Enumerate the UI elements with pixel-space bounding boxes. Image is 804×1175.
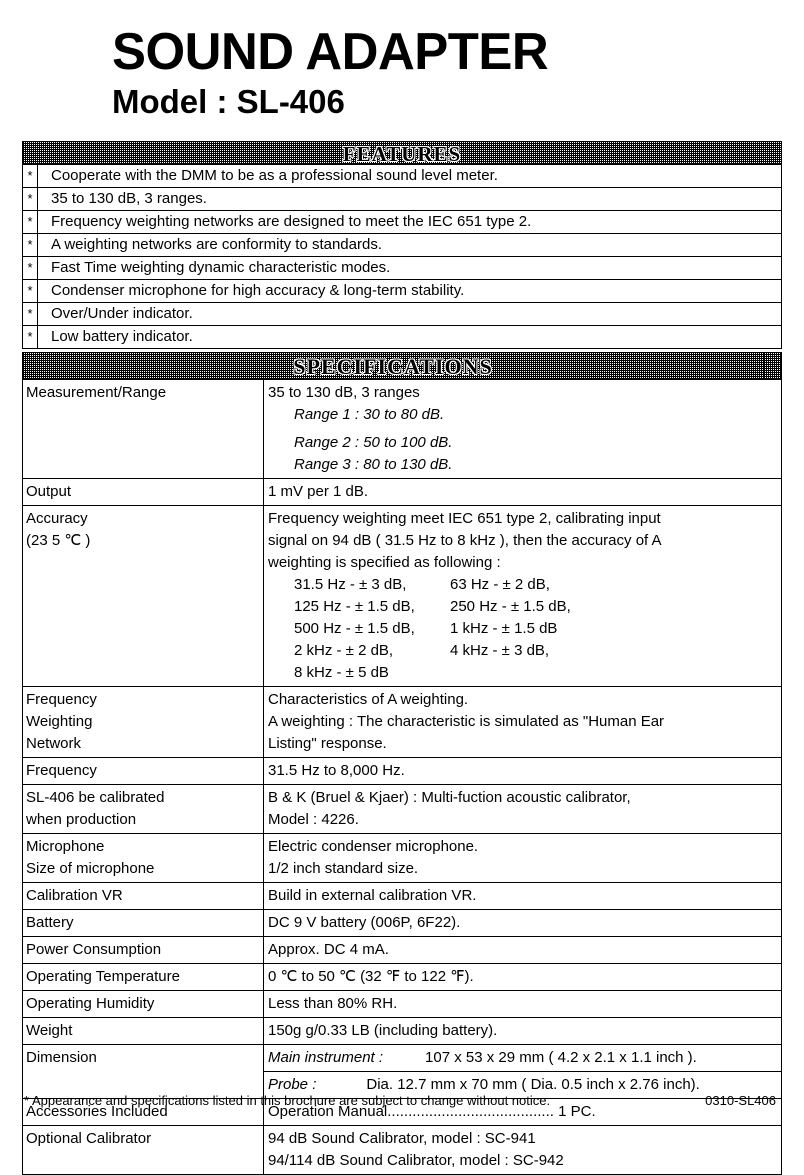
- title-block: [0, 0, 804, 122]
- microphone-label-line-2: Size of microphone: [26, 860, 155, 877]
- spec-value: 1 mV per 1 dB.: [268, 483, 369, 500]
- optional-calibrator-line-1: 94 dB Sound Calibrator, model : SC-941: [268, 1130, 536, 1147]
- accuracy-pair-row: [268, 574, 781, 596]
- accuracy-pair-left: 2 kHz - ± 2 dB,: [294, 642, 394, 659]
- spec-label: Operating Temperature: [23, 964, 264, 990]
- feature-text: Frequency weighting networks are designed to meet the IEC 651 type 2.: [51, 213, 532, 230]
- spec-label: Measurement/Range: [23, 380, 264, 478]
- spec-label: Operating Humidity: [23, 991, 264, 1017]
- bullet-asterisk-icon: *: [23, 303, 38, 325]
- accuracy-pair-left: 500 Hz - ± 1.5 dB,: [294, 620, 415, 637]
- spec-value: [264, 506, 781, 686]
- measurement-range-3: Range 3 : 80 to 130 dB.: [294, 456, 453, 473]
- feature-item: [23, 210, 781, 233]
- accuracy-pair-row: [268, 640, 781, 662]
- footer-document-code: 0310-SL406: [705, 1093, 776, 1108]
- measurement-range-1: Range 1 : 30 to 80 dB.: [294, 406, 445, 423]
- bullet-asterisk-icon: *: [23, 211, 38, 233]
- spec-value: [264, 687, 781, 757]
- accuracy-pair-row: [268, 596, 781, 618]
- spec-label: Accessories Included: [23, 1099, 264, 1125]
- feature-text: Over/Under indicator.: [51, 305, 193, 322]
- measurement-range-2: Range 2 : 50 to 100 dB.: [294, 434, 453, 451]
- microphone-line-2: 1/2 inch standard size.: [268, 860, 419, 877]
- accuracy-pair-row: [268, 618, 781, 640]
- accuracy-pair-right: 4 kHz - ± 3 dB,: [450, 642, 550, 659]
- spec-row-frequency-weighting-network: [23, 686, 781, 757]
- spec-label: Frequency: [23, 758, 264, 784]
- spec-row-microphone: [23, 833, 781, 882]
- dimension-main-label: Main instrument :: [268, 1049, 384, 1066]
- spec-row-battery: [23, 909, 781, 936]
- spec-row-output: [23, 478, 781, 505]
- feature-item: [23, 302, 781, 325]
- specifications-header-tail-cell: [764, 353, 781, 379]
- spec-label: Output: [23, 479, 264, 505]
- accuracy-line-2: signal on 94 dB ( 31.5 Hz to 8 kHz ), then the accuracy of A: [268, 532, 662, 549]
- spec-label: Weight: [23, 1018, 264, 1044]
- page-title: SOUND ADAPTER: [112, 23, 549, 81]
- feature-item: [23, 325, 781, 348]
- dimension-main-cell: [264, 1045, 781, 1071]
- spec-row-operating-temperature: [23, 963, 781, 990]
- footer: [24, 1092, 784, 1110]
- weighting-line-2: A weighting : The characteristic is simulated as "Human Ear: [268, 713, 665, 730]
- feature-text: Fast Time weighting dynamic characteristic modes.: [51, 259, 391, 276]
- feature-text: Cooperate with the DMM to be as a professional sound level meter.: [51, 167, 498, 184]
- dimension-probe-value: Dia. 12.7 mm x 70 mm ( Dia. 0.5 inch x 2.76 inch).: [366, 1076, 700, 1093]
- accuracy-label-line-2: (23 5 ℃ ): [26, 532, 91, 549]
- feature-item: [23, 164, 781, 187]
- bullet-asterisk-icon: *: [23, 234, 38, 256]
- specifications-table: [22, 352, 782, 1175]
- calibrated-line-1: B & K (Bruel & Kjaer) : Multi-fuction acoustic calibrator,: [268, 789, 631, 806]
- spec-value: 0 ℃ to 50 ℃ (32 ℉ to 122 ℉).: [268, 968, 474, 985]
- weighting-line-3: Listing" response.: [268, 735, 387, 752]
- calibrated-label-line-2: when production: [26, 811, 137, 828]
- calibrated-line-2: Model : 4226.: [268, 811, 359, 828]
- spec-value: [264, 834, 781, 882]
- spec-label: [23, 687, 264, 757]
- spec-value: [264, 380, 781, 478]
- spec-label: Optional Calibrator: [23, 1126, 264, 1174]
- spec-label: Battery: [23, 910, 264, 936]
- spec-row-operating-humidity: [23, 990, 781, 1017]
- microphone-line-1: Electric condenser microphone.: [268, 838, 479, 855]
- microphone-label-line-1: Microphone: [26, 838, 105, 855]
- features-table: [22, 141, 782, 349]
- accuracy-pair-right: 1 kHz - ± 1.5 dB: [450, 620, 558, 637]
- spec-label: [23, 785, 264, 833]
- spec-row-weight: [23, 1017, 781, 1044]
- spec-value: Build in external calibration VR.: [268, 887, 477, 904]
- feature-item: [23, 187, 781, 210]
- weighting-line-1: Characteristics of A weighting.: [268, 691, 469, 708]
- accuracy-line-3: weighting is specified as following :: [268, 554, 501, 571]
- spec-value: DC 9 V battery (006P, 6F22).: [268, 914, 461, 931]
- spec-row-accuracy: [23, 505, 781, 686]
- accuracy-pair-right: [450, 662, 781, 684]
- bullet-asterisk-icon: *: [23, 165, 38, 187]
- spec-label: Calibration VR: [23, 883, 264, 909]
- calibrated-label-line-1: SL-406 be calibrated: [26, 789, 165, 806]
- measurement-line: 35 to 130 dB, 3 ranges: [268, 384, 420, 401]
- spec-value: 150g g/0.33 LB (including battery).: [268, 1022, 498, 1039]
- spec-value: [264, 1126, 781, 1174]
- accuracy-pair-left: 8 kHz - ± 5 dB: [294, 664, 389, 681]
- feature-text: Condenser microphone for high accuracy & long-term stability.: [51, 282, 465, 299]
- dimension-probe-label: Probe :: [268, 1076, 317, 1093]
- accuracy-pair-left: 125 Hz - ± 1.5 dB,: [294, 598, 415, 615]
- specifications-header-cell: [23, 353, 764, 379]
- footer-disclaimer: * Appearance and specifications listed in this brochure are subject to change without notice.: [24, 1093, 551, 1108]
- dimension-main-value: 107 x 53 x 29 mm ( 4.2 x 2.1 x 1.1 inch ).: [425, 1049, 697, 1066]
- feature-item: [23, 233, 781, 256]
- specifications-header-label: SPECIFICATIONS: [293, 354, 493, 379]
- features-header-row: [23, 142, 781, 164]
- spec-row-measurement-range: [23, 379, 781, 478]
- spec-row-optional-calibrator: [23, 1125, 781, 1174]
- bullet-asterisk-icon: *: [23, 280, 38, 302]
- spec-row-dimension: [23, 1044, 781, 1098]
- dimension-main-row: [264, 1045, 781, 1071]
- feature-item: [23, 279, 781, 302]
- spec-label: [23, 834, 264, 882]
- accuracy-line-1: Frequency weighting meet IEC 651 type 2, calibrating input: [268, 510, 661, 527]
- specifications-header-row: [23, 353, 781, 379]
- features-header-label: FEATURES: [342, 142, 462, 166]
- accuracy-pair-left: 31.5 Hz - ± 3 dB,: [294, 576, 407, 593]
- spec-label: Dimension: [23, 1045, 264, 1098]
- feature-text: Low battery indicator.: [51, 328, 193, 345]
- bullet-asterisk-icon: *: [23, 326, 38, 348]
- accuracy-label-line-1: Accuracy: [26, 510, 88, 527]
- spec-value: [264, 1045, 781, 1098]
- spec-value: 31.5 Hz to 8,000 Hz.: [268, 762, 405, 779]
- spec-label: Power Consumption: [23, 937, 264, 963]
- optional-calibrator-line-2: 94/114 dB Sound Calibrator, model : SC-942: [268, 1152, 564, 1169]
- weighting-label-line-2: Weighting: [26, 713, 93, 730]
- model-subtitle: Model : SL-406: [112, 83, 345, 120]
- spec-value: Operation Manual........................................ 1 PC.: [268, 1103, 596, 1120]
- weighting-label-line-1: Frequency: [26, 691, 97, 708]
- feature-item: [23, 256, 781, 279]
- spec-value: Less than 80% RH.: [268, 995, 398, 1012]
- spec-row-power-consumption: [23, 936, 781, 963]
- spec-row-calibration-source: [23, 784, 781, 833]
- spec-value: Approx. DC 4 mA.: [268, 941, 389, 958]
- accuracy-pair-right: 250 Hz - ± 1.5 dB,: [450, 598, 571, 615]
- accuracy-pair-right: 63 Hz - ± 2 dB,: [450, 576, 550, 593]
- spec-row-frequency: [23, 757, 781, 784]
- bullet-asterisk-icon: *: [23, 257, 38, 279]
- spec-value: [264, 785, 781, 833]
- feature-text: A weighting networks are conformity to standards.: [51, 236, 382, 253]
- spec-row-calibration-vr: [23, 882, 781, 909]
- accuracy-pair-row: [268, 662, 781, 684]
- bullet-asterisk-icon: *: [23, 188, 38, 210]
- feature-text: 35 to 130 dB, 3 ranges.: [51, 190, 207, 207]
- weighting-label-line-3: Network: [26, 735, 82, 752]
- spec-label: [23, 506, 264, 686]
